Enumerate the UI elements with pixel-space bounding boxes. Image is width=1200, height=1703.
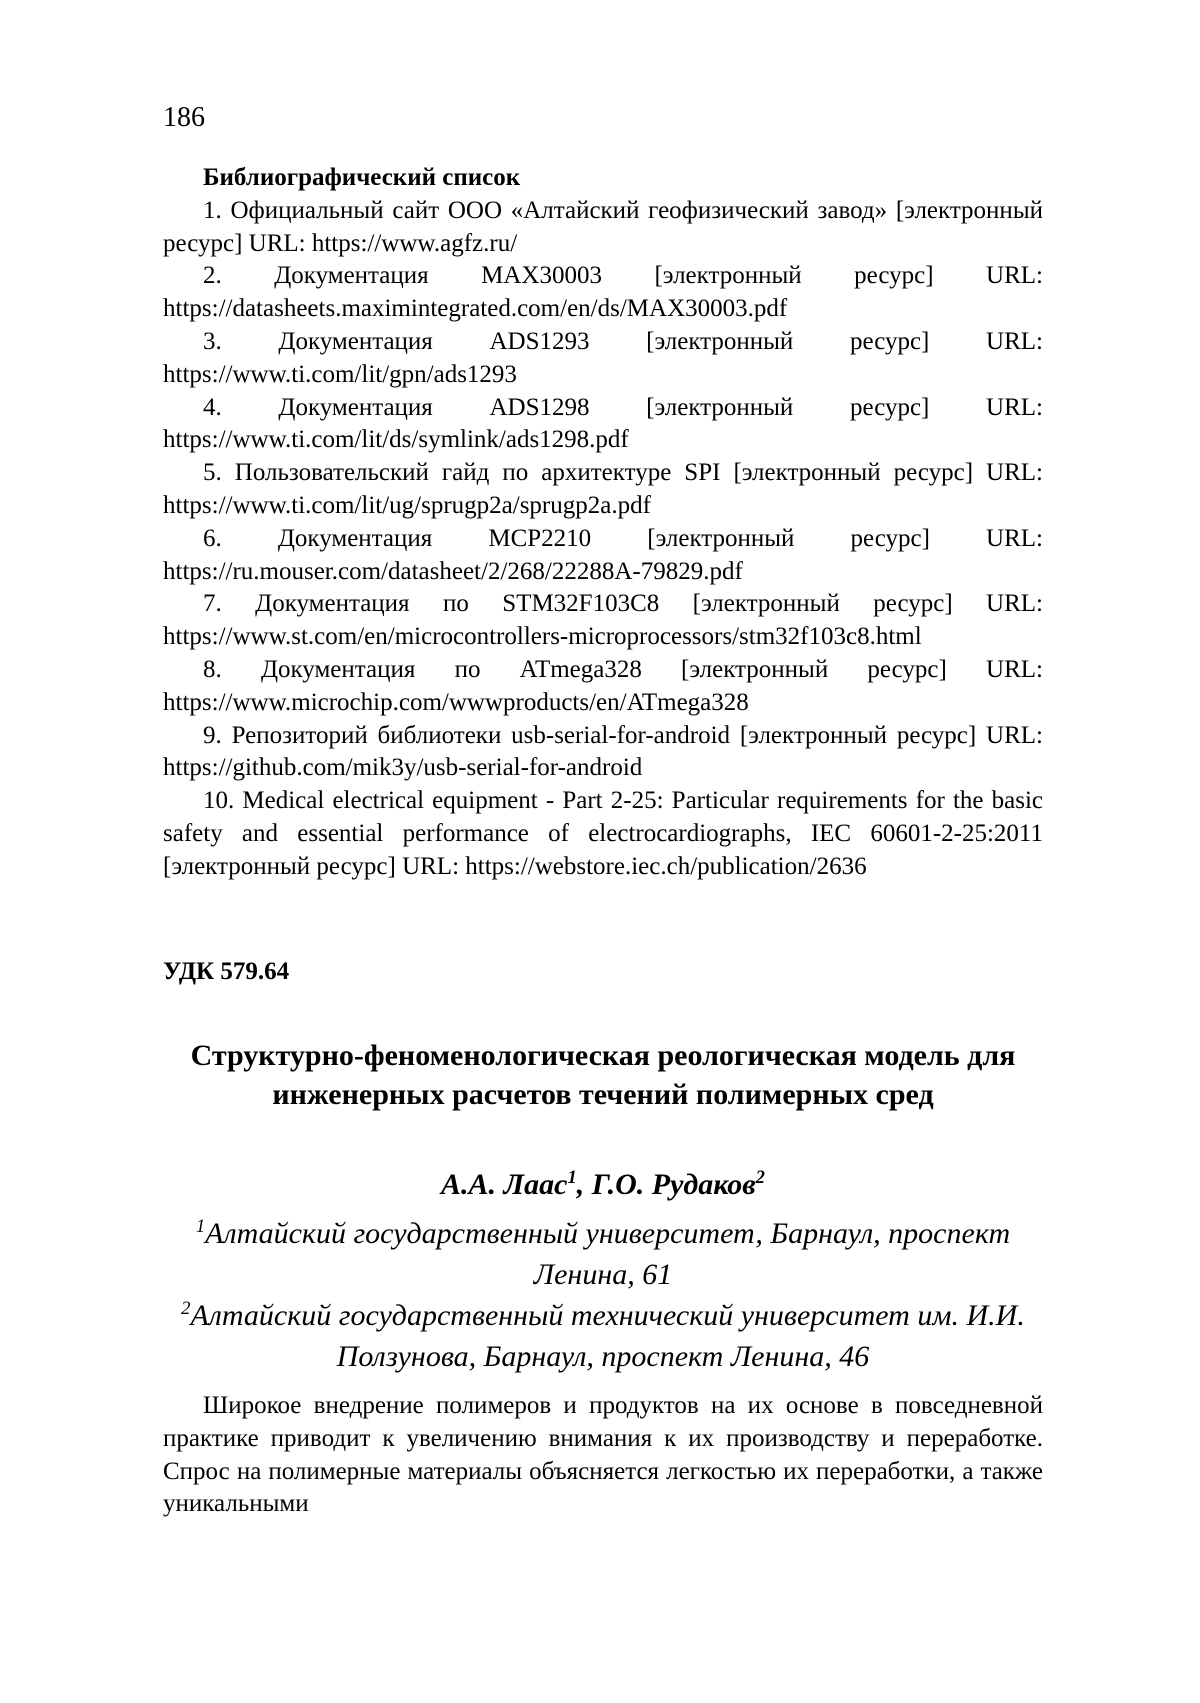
- reference-item: 6. Документация MCP2210 [электронный ресурс] URL: https://ru.mouser.com/datasheet/2/268/22288A-79829.pdf: [163, 524, 1043, 585]
- page-number: 186: [163, 102, 205, 133]
- author-name: Г.О. Рудаков: [591, 1168, 756, 1201]
- reference-item: 8. Документация по ATmega328 [электронный ресурс] URL: https://www.microchip.com/wwwproducts/en/ATmega328: [163, 655, 1043, 716]
- affiliation-mark: 2: [181, 1297, 191, 1319]
- reference-item: 7. Документация по STM32F103C8 [электронный ресурс] URL: https://www.st.com/en/microcontrollers-microprocessors/stm32f103c8.html: [163, 590, 1043, 651]
- reference-item: 10. Medical electrical equipment - Part 2-25: Particular requirements for the basic safety and essential performance of electrocardiographs, IEC 60601-2-25:2011 [электронный ресурс] URL: https://webstore.iec.ch/publication/2636: [163, 787, 1043, 880]
- author-name: А.А. Лаас: [441, 1168, 568, 1201]
- bibliography-title: Библиографический список: [203, 164, 521, 191]
- bibliography-section: [163, 162, 1043, 884]
- article-authors: [163, 1168, 1043, 1202]
- affiliation-text: Алтайский государственный университет, Барнаул, проспект Ленина, 61: [205, 1217, 1011, 1291]
- reference-item: 2. Документация MAX30003 [электронный ресурс] URL: https://datasheets.maximintegrated.com/en/ds/MAX30003.pdf: [163, 262, 1043, 323]
- reference-item: 1. Официальный сайт ООО «Алтайский геофизический завод» [электронный ресурс] URL: https://www.agfz.ru/: [163, 196, 1043, 257]
- reference-item: 4. Документация ADS1298 [электронный ресурс] URL: https://www.ti.com/lit/ds/symlink/ads1298.pdf: [163, 393, 1043, 454]
- affiliation-mark: 1: [195, 1215, 206, 1237]
- affiliation: [163, 1213, 1043, 1295]
- author-separator: ,: [576, 1168, 592, 1201]
- affiliation-text: Алтайский государственный технический университет им. И.И. Ползунова, Барнаул, проспект Ленина, 46: [190, 1299, 1025, 1373]
- affiliation: [163, 1295, 1043, 1377]
- udc-code: УДК 579.64: [163, 958, 290, 985]
- affiliations: [163, 1213, 1043, 1377]
- reference-item: 5. Пользовательский гайд по архитектуре SPI [электронный ресурс] URL: https://www.ti.com/lit/ug/sprugp2a/sprugp2a.pdf: [163, 459, 1043, 519]
- reference-item: 3. Документация ADS1293 [электронный ресурс] URL: https://www.ti.com/lit/gpn/ads1293: [163, 327, 1043, 388]
- article-title: Структурно-феноменологическая реологическая модель для инженерных расчетов течений полимерных сред: [190, 1039, 1016, 1111]
- author-affiliation-mark: 1: [567, 1166, 577, 1188]
- author-affiliation-mark: 2: [755, 1166, 765, 1188]
- article-body-paragraph: Широкое внедрение полимеров и продуктов на их основе в повседневной практике приводит к увеличению внимания к их производству и переработке. Спрос на полимерные материалы объясняется легкостью их переработки, а также уникальными: [163, 1392, 1043, 1518]
- reference-item: 9. Репозиторий библиотеки usb-serial-for-android [электронный ресурс] URL: https://github.com/mik3y/usb-serial-for-android: [163, 721, 1043, 782]
